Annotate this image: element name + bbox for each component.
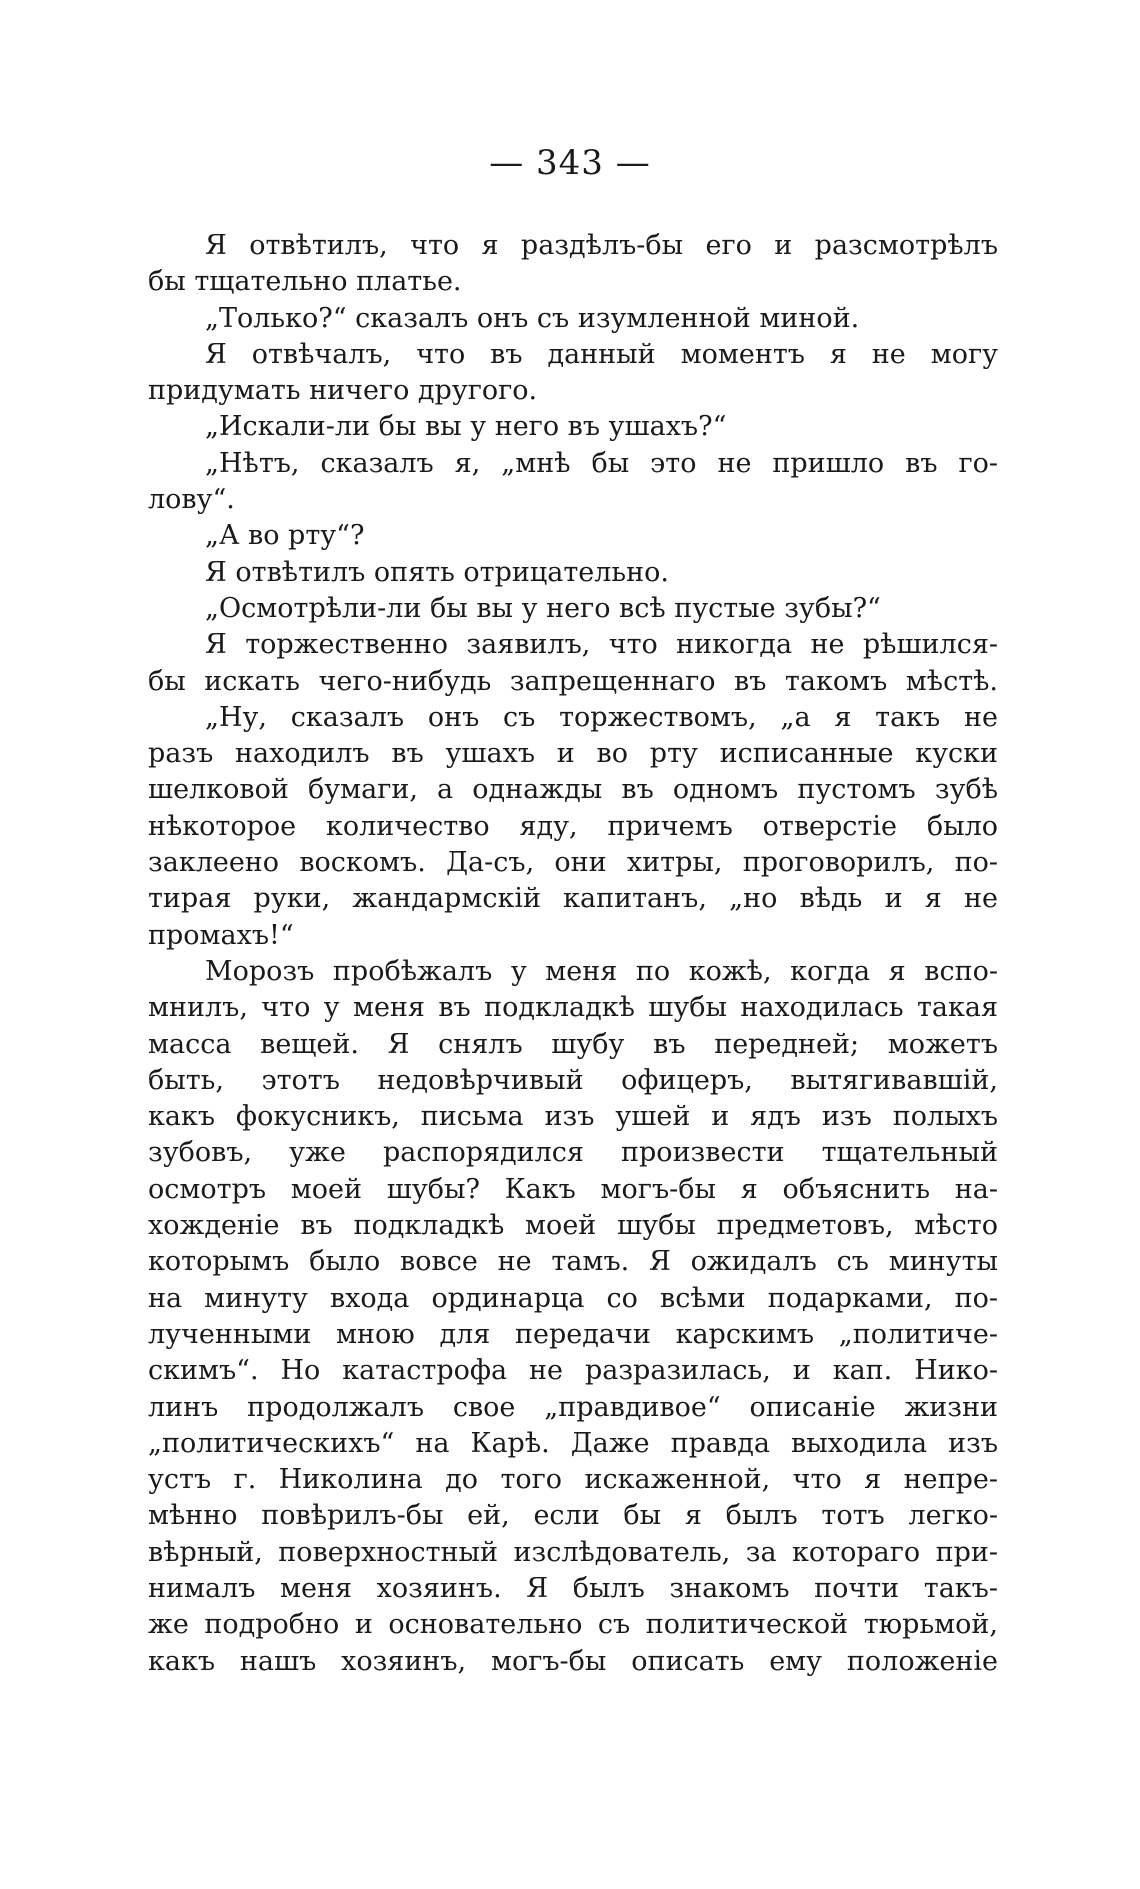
text-line: вѣрный, поверхностный изслѣдователь, за котораго при-	[148, 1536, 998, 1568]
text-line: зубовъ, уже распорядился произвести тщательный	[148, 1137, 998, 1169]
text-line: быть, этотъ недовѣрчивый офицеръ, вытягивавшій,	[148, 1064, 998, 1096]
text-line: какъ нашъ хозяинъ, могъ-бы описать ему положеніе	[148, 1645, 998, 1677]
text-line: линъ продолжалъ свое „правдивое“ описаніе жизни	[148, 1391, 998, 1423]
text-line: „Ну, сказалъ онъ съ торжествомъ, „а я такъ не	[205, 701, 998, 733]
text-line: на минуту входа ординарца со всѣми подарками, по-	[148, 1282, 998, 1314]
text-line: хожденіе въ подкладкѣ моей шубы предметовъ, мѣсто	[148, 1210, 998, 1242]
text-line: бы искать чего-нибудь запрещеннаго въ такомъ мѣстѣ.	[148, 665, 998, 697]
text-line: лученными мною для передачи карскимъ „политиче-	[148, 1318, 998, 1350]
text-line: придумать ничего другого.	[148, 375, 538, 407]
text-line: „политическихъ“ на Карѣ. Даже правда выходила изъ	[148, 1427, 998, 1459]
text-line: Морозъ пробѣжалъ у меня по кожѣ, когда я вспо-	[205, 955, 998, 987]
text-line: же подробно и основательно съ политической тюрьмой,	[148, 1609, 998, 1641]
text-line: бы тщательно платье.	[148, 266, 462, 298]
text-line: лову“.	[148, 484, 235, 516]
text-line: которымъ было вовсе не тамъ. Я ожидалъ съ минуты	[148, 1246, 998, 1278]
text-line: „Осмотрѣли-ли бы вы у него всѣ пустые зубы?“	[205, 592, 881, 624]
page-number: — 343 —	[489, 143, 651, 183]
text-line: Я отвѣтилъ опять отрицательно.	[205, 556, 669, 588]
text-line: Я торжественно заявилъ, что никогда не рѣшился-	[205, 629, 998, 661]
text-line: Я отвѣчалъ, что въ данный моментъ я не могу	[205, 338, 998, 370]
text-line: промахъ!“	[148, 919, 294, 951]
text-line: „Искали-ли бы вы у него въ ушахъ?“	[205, 411, 727, 443]
text-line: Я отвѣтилъ, что я раздѣлъ-бы его и разсмотрѣлъ	[205, 230, 998, 261]
text-line: „Нѣтъ, сказалъ я, „мнѣ бы это не пришло въ го-	[205, 447, 998, 479]
text-line: тирая руки, жандармскій капитанъ, „но вѣдь и я не	[148, 883, 998, 915]
text-line: какъ фокусникъ, письма изъ ушей и ядъ изъ полыхъ	[148, 1101, 998, 1133]
body-text	[148, 228, 998, 1680]
text-line: „А во рту“?	[205, 520, 365, 552]
text-line: осмотръ моей шубы? Какъ могъ-бы я объяснить на-	[148, 1173, 998, 1205]
text-line: скимъ“. Но катастрофа не разразилась, и кап. Нико-	[148, 1355, 998, 1387]
text-line: нѣкоторое количество яду, причемъ отверстіе было	[148, 810, 998, 842]
text-line: устъ г. Николина до того искаженной, что я непре-	[148, 1464, 998, 1496]
text-line: мнилъ, что у меня въ подкладкѣ шубы находилась такая	[148, 992, 998, 1024]
text-line: шелковой бумаги, а однажды въ одномъ пустомъ зубѣ	[148, 774, 998, 806]
text-line: „Только?“ сказалъ онъ съ изумленной миной.	[205, 302, 860, 334]
text-line: масса вещей. Я снялъ шубу въ передней; можетъ	[148, 1028, 998, 1060]
text-line: нималъ меня хозяинъ. Я былъ знакомъ почти такъ-	[148, 1572, 998, 1604]
text-line: разъ находилъ въ ушахъ и во рту исписанные куски	[148, 738, 998, 770]
text-line: заклеено воскомъ. Да-съ, они хитры, проговорилъ, по-	[148, 847, 998, 879]
text-line: мѣнно повѣрилъ-бы ей, если бы я былъ тотъ легко-	[148, 1500, 998, 1532]
